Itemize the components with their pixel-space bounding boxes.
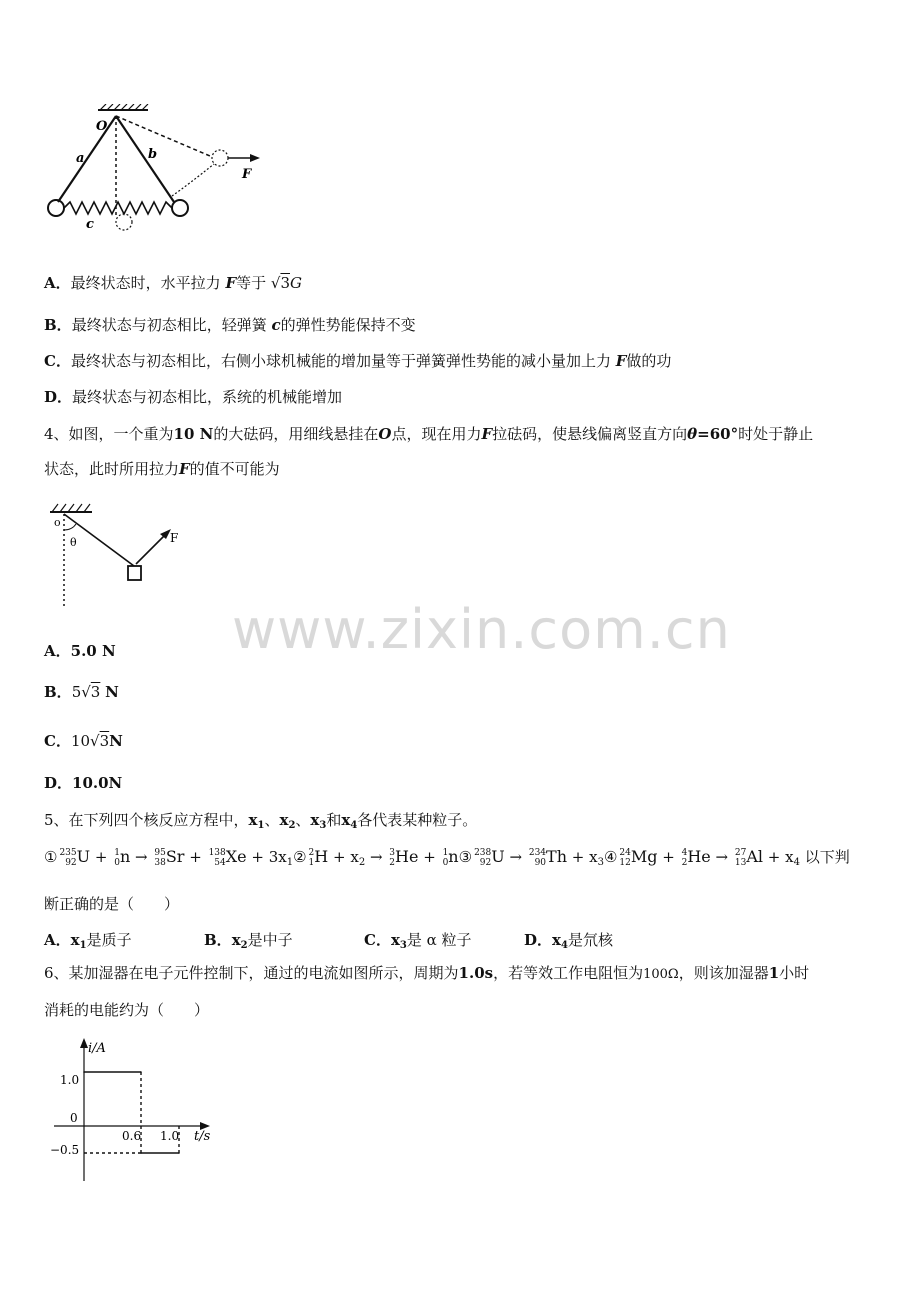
q5-stem: 5、在下列四个核反应方程中，$x_1$、$x_2$、$x_3$和$x_4$各代表某种粒子。 <box>44 811 478 831</box>
series-point-0 <box>83 1071 85 1073</box>
q4-option-d: D．10.0N <box>44 774 123 792</box>
q4-stem-line1: 4、如图，一个重为10 N的大砝码，用细线悬挂在O点，现在用力F拉砝码，使悬线偏离竖直方向θ=60°时处于静止 <box>44 425 814 443</box>
q6-stem-line2: 消耗的电能约为（ ） <box>44 1001 210 1019</box>
current-time-chart <box>44 1036 234 1186</box>
y-tick-label-neg: −0.5 <box>50 1143 80 1157</box>
fig1-label-b: b <box>148 147 158 162</box>
figure-spring-pendulum <box>44 104 274 244</box>
q5-option-a: A．$x_1$是质子 <box>44 931 132 951</box>
fig1-label-o: O <box>96 119 108 134</box>
q5-option-c: C．$x_3$是 α 粒子 <box>364 931 472 951</box>
y-tick-label-0: 0 <box>70 1111 78 1125</box>
q3-option-b: B．最终状态与初态相比，轻弹簧 c的弹性势能保持不变 <box>44 316 416 334</box>
fig1-label-c: c <box>86 217 94 232</box>
series-point-2 <box>140 1152 142 1154</box>
sqrt-icon: √ <box>81 683 91 701</box>
q5-stem-end: 断正确的是（ ） <box>44 895 180 913</box>
q3-option-a: A．最终状态时，水平拉力 F等于 √3G <box>44 274 302 292</box>
fig2-label-theta: θ <box>70 536 77 549</box>
q4-stem-line2: 状态，此时所用拉力F的值不可能为 <box>44 460 280 478</box>
series-point-1 <box>140 1071 142 1073</box>
q3-option-c: C．最终状态与初态相比，右侧小球机械能的增加量等于弹簧弹性势能的减小量加上力 F做的功 <box>44 352 672 370</box>
q5-options <box>44 929 613 951</box>
y-axis-label: i/A <box>88 1041 106 1056</box>
q3-option-d: D．最终状态与初态相比，系统的机械能增加 <box>44 388 343 406</box>
x-tick-label-1-0: 1.0 <box>160 1129 180 1143</box>
fig2-label-o: o <box>54 516 61 529</box>
x-axis-label: t/s <box>194 1129 211 1144</box>
figure-hanging-weight <box>44 500 194 610</box>
watermark: www.zixin.com.cn <box>232 598 731 661</box>
y-axis-arrow-icon <box>80 1038 88 1048</box>
q5-option-b: B．$x_2$是中子 <box>204 931 293 951</box>
x-tick-label-0-6: 0.6 <box>122 1129 142 1143</box>
sqrt-icon: √ <box>270 274 281 292</box>
sqrt-icon: √ <box>90 732 100 750</box>
q4-option-a: A．5.0 N <box>44 642 116 660</box>
q4-option-c: C．10√3N <box>44 732 123 750</box>
y-tick-label-1: 1.0 <box>60 1073 80 1087</box>
q5-option-d: D．$x_4$是氘核 <box>524 931 613 951</box>
fig1-label-a: a <box>76 151 85 166</box>
q6-stem-line1: 6、某加湿器在电子元件控制下，通过的电流如图所示，周期为1.0s，若等效工作电阻恒为100Ω，则该加湿器1小时 <box>44 964 810 982</box>
series-point-3 <box>178 1152 180 1154</box>
fig2-label-f: F <box>170 531 179 545</box>
q4-option-b: B．5√3 N <box>44 683 119 701</box>
fig1-label-f: F <box>242 167 252 182</box>
q5-equations: ① 235 92U + 1 0n → 95 38Sr + 138 $54Xe + 3x_1②$ 2 $1H + x_2 \to 3$ 2He + 1 0n③ 238 92U → 234 $90Th + x_3④$ 24 12Mg + 4 2He → 27 $13Al + x_4$ 以下判 <box>44 847 850 868</box>
